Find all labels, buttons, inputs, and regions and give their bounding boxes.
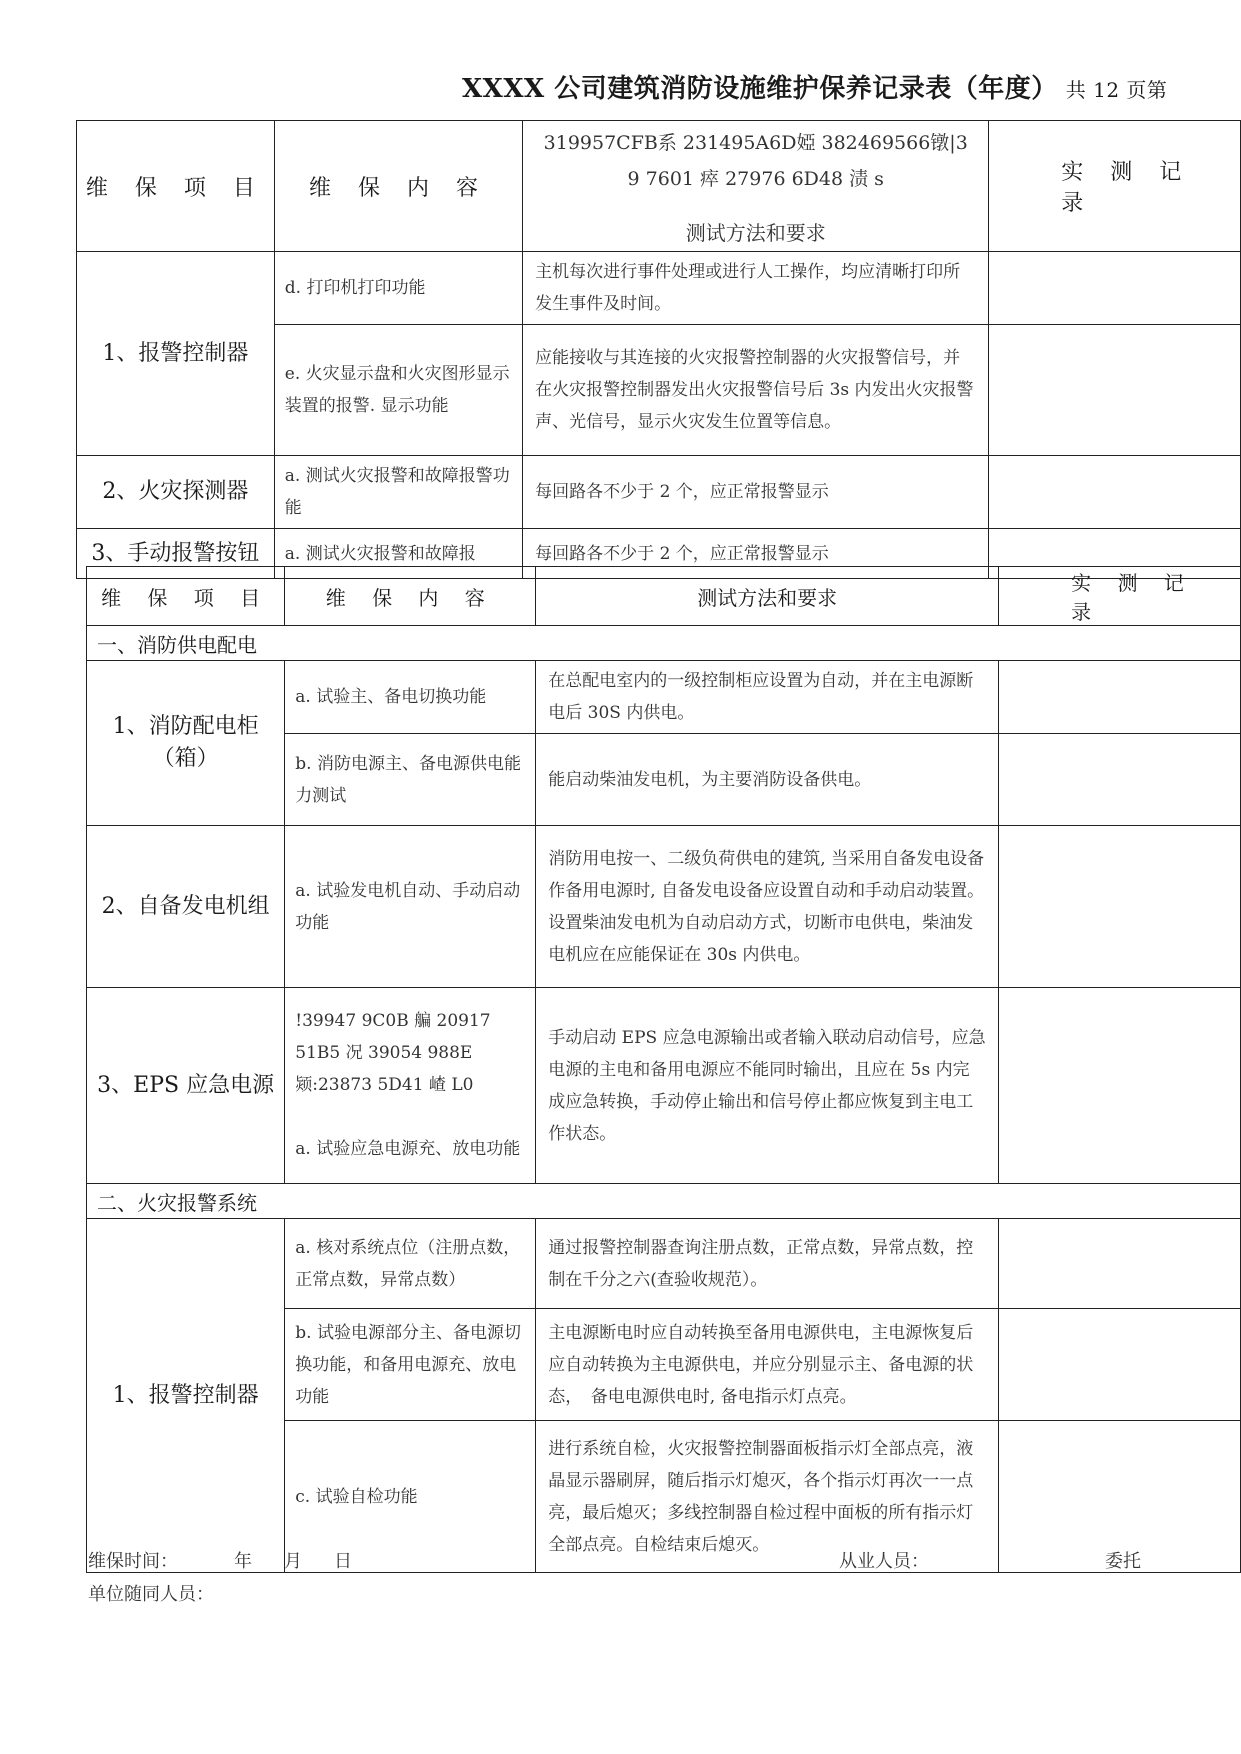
header-method-label: 测试方法和要求 [685, 221, 826, 245]
requirement-cell: 通过报警控制器查询注册点数，正常点数，异常点数，控制在千分之六(查验收规范）。 [536, 1219, 999, 1309]
maintenance-table-continued [76, 120, 1241, 579]
section-row [87, 1184, 1241, 1219]
content-cell [285, 988, 536, 1184]
garbled-line-2: 51B5 况 39054 988E [295, 1042, 473, 1063]
content-cell: b. 消防电源主、备电源供电能力测试 [285, 734, 536, 826]
header-item: 维 保 项 目 [87, 567, 285, 626]
day-label: 日 [334, 1551, 352, 1572]
requirement-cell: 手动启动 EPS 应急电源输出或者输入联动启动信号，应急电源的主电和备用电源应不能同时输出，且应在 5s 内完成应急转换，手动停止输出和信号停止都应恢复到主电工作状态。 [536, 988, 999, 1184]
requirement-cell: 进行系统自检，火灾报警控制器面板指示灯全部点亮，液晶显示器刷屏，随后指示灯熄灭，各个指示灯再次一一点亮，最后熄灭；多线控制器自检过程中面板的所有指示灯全部点亮。自检结束后熄灭。 [536, 1421, 999, 1573]
table-row [87, 1219, 1241, 1309]
content-cell: a. 试验发电机自动、手动启动功能 [285, 826, 536, 988]
content-cell: d. 打印机打印功能 [274, 252, 522, 325]
content-cell: a. 核对系统点位（注册点数，正常点数，异常点数） [285, 1219, 536, 1309]
record-cell[interactable] [999, 1219, 1241, 1309]
content-text: a. 试验应急电源充、放电功能 [295, 1138, 521, 1159]
table-row [87, 661, 1241, 734]
requirement-cell: 每回路各不少于 2 个，应正常报警显示 [523, 529, 989, 579]
document-title [462, 68, 1167, 105]
item-manual-alarm-button: 3、手动报警按钮 [77, 529, 275, 579]
garbled-line-1: !39947 9C0B 艑 20917 [295, 1010, 491, 1031]
month-label: 月 [284, 1551, 302, 1572]
requirement-cell: 能启动柴油发电机，为主要消防设备供电。 [536, 734, 999, 826]
header-content: 维 保 内 容 [285, 567, 536, 626]
record-cell[interactable] [989, 325, 1241, 456]
table-header-row [77, 121, 1241, 252]
record-cell[interactable] [989, 456, 1241, 529]
garbled-line-3: 颎:23873 5D41 嵖 L0 [295, 1074, 474, 1095]
item-eps-power: 3、EPS 应急电源 [87, 988, 285, 1184]
item-alarm-controller: 1、报警控制器 [87, 1219, 285, 1573]
requirement-cell: 在总配电室内的一级控制柜应设置为自动，并在主电源断电后 30S 内供电。 [536, 661, 999, 734]
requirement-cell: 应能接收与其连接的火灾报警控制器的火灾报警信号，并在火灾报警控制器发出火灾报警信号后 3s 内发出火灾报警声、光信号，显示火灾发生位置等信息。 [523, 325, 989, 456]
table-row [87, 826, 1241, 988]
page-count-note: 共 12 页第 [1065, 78, 1168, 102]
requirement-cell: 消防用电按一、二级负荷供电的建筑, 当采用自备发电设备作备用电源时, 自备发电设备应设置自动和手动启动装置。设置柴油发电机为自动启动方式，切断市电供电，柴油发电机应在应能保证在 30s 内供电。 [536, 826, 999, 988]
table-row [77, 456, 1241, 529]
footer-signature-line [88, 1547, 1188, 1577]
title-text: XXXX 公司建筑消防设施维护保养记录表（年度） [462, 74, 1058, 104]
garbled-header-line-1: 319957CFB系 231495A6D婭 382469566镦|3 [543, 132, 968, 154]
table-row [77, 252, 1241, 325]
garbled-header-line-2: 9 7601 瘁 27976 6D48 渍 s [627, 168, 884, 190]
record-cell[interactable] [999, 661, 1241, 734]
maintenance-table-main [86, 566, 1241, 1573]
record-cell[interactable] [999, 826, 1241, 988]
content-cell: c. 试验自检功能 [285, 1421, 536, 1573]
header-method [523, 121, 989, 252]
table-header-row [87, 567, 1241, 626]
header-record: 实 测 记 录 [999, 567, 1241, 626]
section-power-supply: 一、消防供电配电 [87, 626, 1241, 661]
content-cell: a. 测试火灾报警和故障报 [274, 529, 522, 579]
header-record: 实 测 记 录 [989, 121, 1241, 252]
accompany-staff-label: 单位随同人员： [88, 1584, 214, 1605]
requirement-cell: 每回路各不少于 2 个，应正常报警显示 [523, 456, 989, 529]
item-fire-detector: 2、火灾探测器 [77, 456, 275, 529]
year-label: 年 [234, 1551, 252, 1572]
item-alarm-controller: 1、报警控制器 [77, 252, 275, 456]
maintenance-time-label: 维保时间： [88, 1551, 178, 1572]
requirement-cell: 主机每次进行事件处理或进行人工操作，均应清晰打印所发生事件及时间。 [523, 252, 989, 325]
staff-label: 从业人员： [839, 1551, 929, 1572]
record-cell[interactable] [999, 734, 1241, 826]
header-content: 维 保 内 容 [274, 121, 522, 252]
record-cell[interactable] [989, 252, 1241, 325]
record-cell[interactable] [999, 1309, 1241, 1421]
item-distribution-cabinet: 1、消防配电柜（箱） [87, 661, 285, 826]
content-cell: a. 试验主、备电切换功能 [285, 661, 536, 734]
table-row [87, 988, 1241, 1184]
requirement-cell: 主电源断电时应自动转换至备用电源供电，主电源恢复后应自动转换为主电源供电，并应分别显示主、备电源的状态， 备电电源供电时, 备电指示灯点亮。 [536, 1309, 999, 1421]
header-method: 测试方法和要求 [536, 567, 999, 626]
content-cell: e. 火灾显示盘和火灾图形显示装置的报警. 显示功能 [274, 325, 522, 456]
record-cell[interactable] [999, 988, 1241, 1184]
entrust-label: 委托 [1105, 1551, 1141, 1572]
content-cell: b. 试验电源部分主、备电源切换功能，和备用电源充、放电功能 [285, 1309, 536, 1421]
section-fire-alarm-system: 二、火灾报警系统 [87, 1184, 1241, 1219]
item-generator-set: 2、自备发电机组 [87, 826, 285, 988]
section-row [87, 626, 1241, 661]
content-cell: a. 测试火灾报警和故障报警功能 [274, 456, 522, 529]
header-item: 维 保 项 目 [77, 121, 275, 252]
